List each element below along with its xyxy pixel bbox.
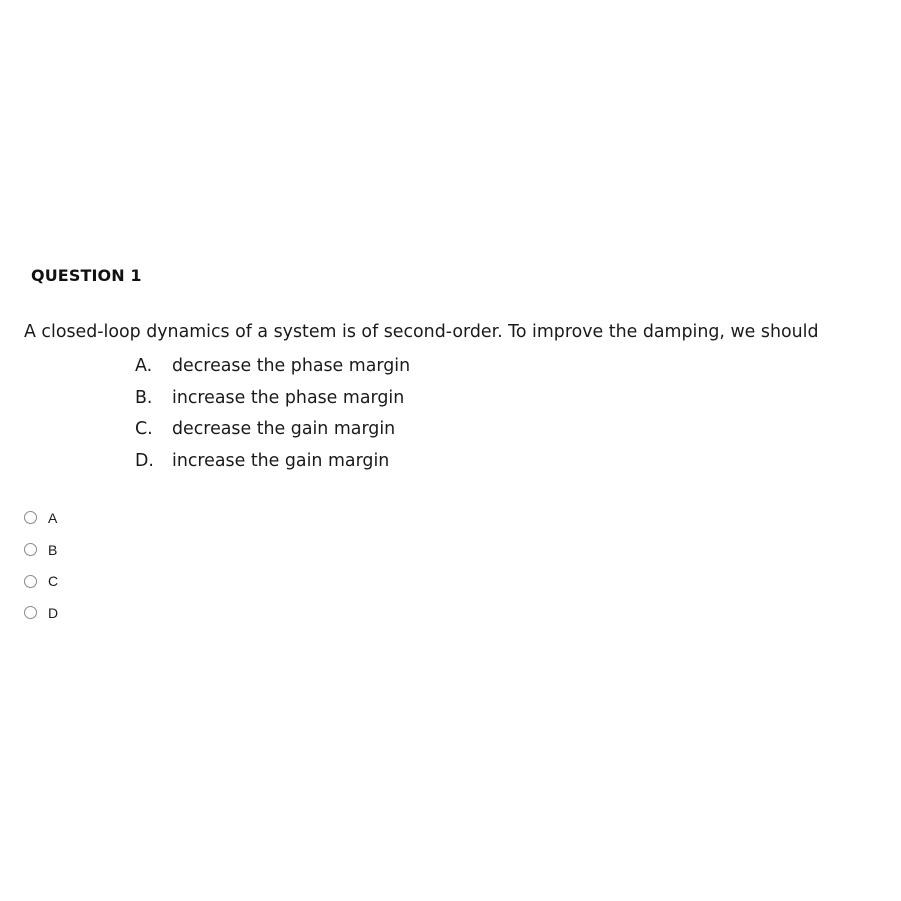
choice-item xyxy=(135,387,410,419)
question-prompt: A closed-loop dynamics of a system is of second-order. To improve the damping, we should xyxy=(24,322,819,342)
radio-option-d[interactable] xyxy=(24,597,58,629)
answer-radio-group xyxy=(24,502,58,629)
radio-label-a[interactable]: A xyxy=(48,509,58,526)
choice-text: decrease the phase margin xyxy=(172,356,411,376)
radio-button-a[interactable] xyxy=(24,511,37,524)
radio-option-c[interactable] xyxy=(24,565,58,597)
choice-letter: B. xyxy=(135,387,153,408)
radio-label-d[interactable]: D xyxy=(48,604,59,621)
question-title: QUESTION 1 xyxy=(31,266,142,285)
choice-item xyxy=(135,418,410,450)
radio-button-b[interactable] xyxy=(24,543,37,556)
choice-item xyxy=(135,355,410,387)
choices-list xyxy=(135,355,410,481)
choice-item xyxy=(135,450,410,482)
radio-label-b[interactable]: B xyxy=(48,541,58,558)
radio-option-a[interactable] xyxy=(24,502,58,534)
choice-text: decrease the gain margin xyxy=(172,419,396,439)
choice-text: increase the gain margin xyxy=(172,450,390,471)
radio-option-b[interactable] xyxy=(24,534,58,566)
choice-letter: A. xyxy=(135,356,153,376)
radio-button-c[interactable] xyxy=(24,575,37,588)
radio-button-d[interactable] xyxy=(24,606,37,619)
choice-letter: C. xyxy=(135,419,153,439)
choice-text: increase the phase margin xyxy=(172,387,405,408)
choice-letter: D. xyxy=(135,450,154,471)
radio-label-c[interactable]: C xyxy=(48,573,59,590)
